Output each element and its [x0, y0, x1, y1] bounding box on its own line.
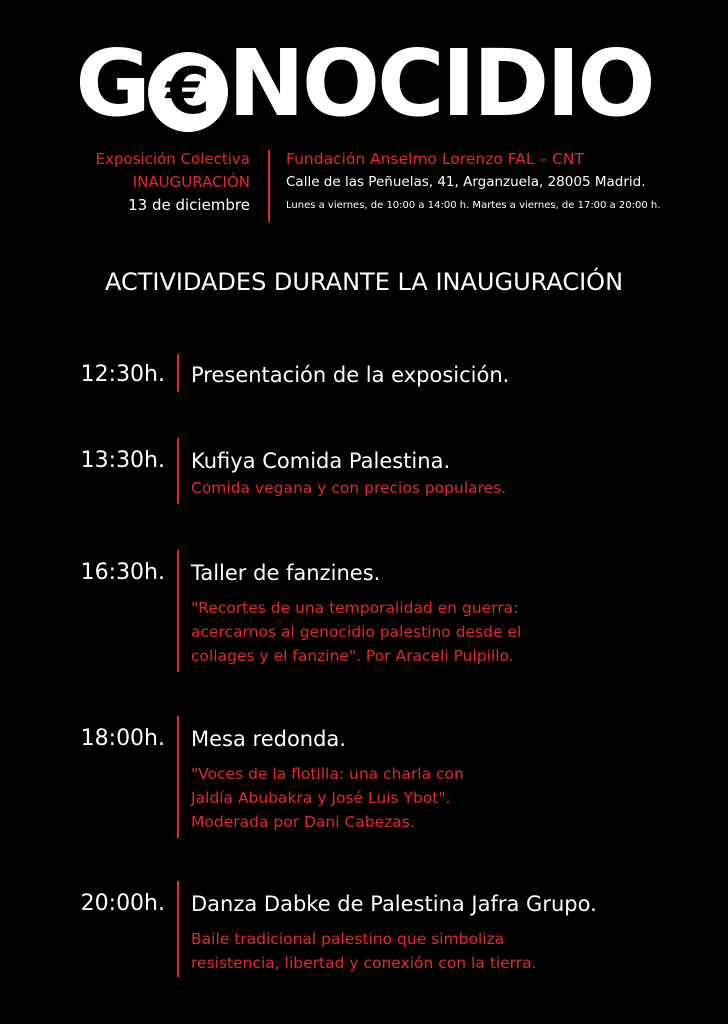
activity-time: 18:00h.: [80, 726, 165, 751]
title-part-2: NOCIDIO: [227, 30, 653, 137]
activity-description: "Recortes de una temporalidad en guerra: acercarnos al genocidio palestino desde el collages y el fanzine". Por Araceli Pulpillo.: [191, 599, 522, 665]
venue-name: Fundación Anselmo Lorenzo FAL – CNT: [286, 150, 584, 168]
activity-time: 16:30h.: [80, 560, 165, 585]
activity-divider: [177, 438, 179, 504]
venue-address: Calle de las Peñuelas, 41, Arganzuela, 28005 Madrid.: [286, 174, 646, 190]
activity-name: Kufiya Comida Palestina.: [191, 449, 451, 473]
activity-name: Danza Dabke de Palestina Jafra Grupo.: [191, 892, 597, 916]
event-label: INAUGURACIÓN: [132, 173, 250, 191]
euro-icon: €: [148, 52, 228, 132]
event-date: 13 de diciembre: [128, 196, 250, 214]
venue-info: [286, 148, 660, 218]
poster-title: [0, 30, 728, 137]
activity-time: 13:30h.: [80, 448, 165, 473]
activity-divider: [177, 354, 179, 392]
activity-time: 12:30h.: [80, 362, 165, 387]
activity-divider: [177, 550, 179, 672]
activity-name: Mesa redonda.: [191, 727, 346, 751]
activity-time: 20:00h.: [80, 891, 165, 916]
title-part-1: G: [75, 30, 148, 137]
activity-divider: [177, 881, 179, 977]
venue-hours: Lunes a viernes, de 10:00 a 14:00 h. Martes a viernes, de 17:00 a 20:00 h.: [286, 200, 661, 211]
activity-description: Baile tradicional palestino que simboliza resistencia, libertad y conexión con la tierra.: [191, 930, 537, 972]
event-summary: [96, 148, 250, 217]
activity-description: Comida vegana y con precios populares.: [191, 479, 507, 497]
activity-name: Taller de fanzines.: [191, 561, 381, 585]
header-divider: [268, 150, 270, 222]
section-title: ACTIVIDADES DURANTE LA INAUGURACIÓN: [104, 268, 624, 296]
event-type: Exposición Colectiva: [95, 150, 250, 168]
activity-name: Presentación de la exposición.: [191, 363, 510, 387]
activity-description: "Voces de la flotilla: una charla con Jaldía Abubakra y José Luis Ybot". Moderada por Dani Cabezas.: [191, 765, 464, 831]
activity-divider: [177, 716, 179, 838]
